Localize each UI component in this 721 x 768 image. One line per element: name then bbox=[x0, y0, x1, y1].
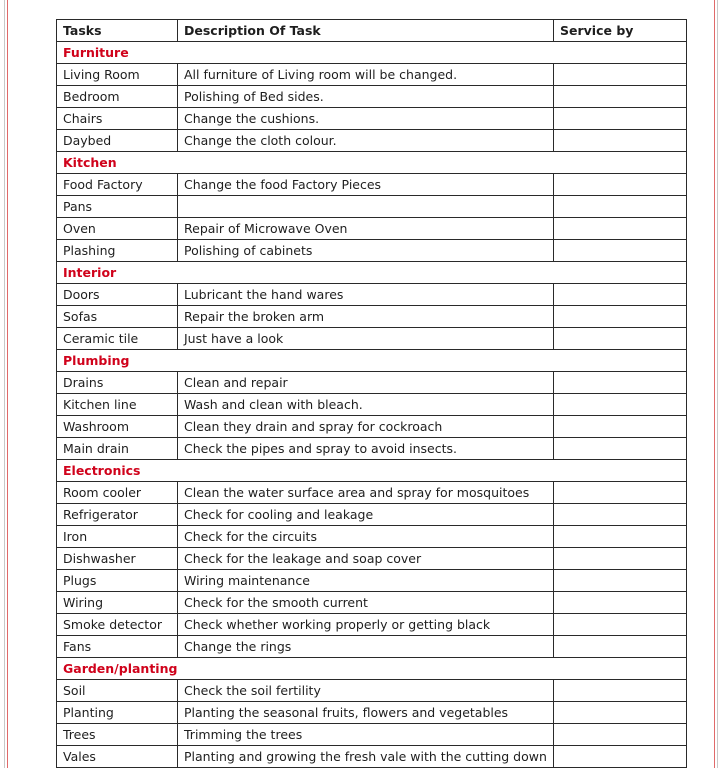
service-by-cell bbox=[554, 504, 687, 526]
category-row bbox=[57, 42, 687, 64]
description-cell: Check for cooling and leakage bbox=[178, 504, 554, 526]
service-by-cell bbox=[554, 86, 687, 108]
description-cell: Change the cushions. bbox=[178, 108, 554, 130]
description-cell: Clean the water surface area and spray for mosquitoes bbox=[178, 482, 554, 504]
category-label: Furniture bbox=[57, 42, 687, 64]
table-row bbox=[57, 702, 687, 724]
right-border-line-gray bbox=[717, 0, 718, 768]
description-cell: Just have a look bbox=[178, 328, 554, 350]
task-cell: Food Factory bbox=[57, 174, 178, 196]
document-page bbox=[56, 19, 686, 768]
table-row bbox=[57, 526, 687, 548]
task-cell: Daybed bbox=[57, 130, 178, 152]
table-row bbox=[57, 394, 687, 416]
description-cell: Clean they drain and spray for cockroach bbox=[178, 416, 554, 438]
description-cell: Planting the seasonal fruits, flowers and vegetables bbox=[178, 702, 554, 724]
service-by-cell bbox=[554, 130, 687, 152]
service-by-cell bbox=[554, 746, 687, 768]
description-cell: Repair of Microwave Oven bbox=[178, 218, 554, 240]
service-by-cell bbox=[554, 306, 687, 328]
table-row bbox=[57, 482, 687, 504]
service-by-cell bbox=[554, 174, 687, 196]
table-row bbox=[57, 218, 687, 240]
table-row bbox=[57, 64, 687, 86]
service-by-cell bbox=[554, 416, 687, 438]
task-cell: Trees bbox=[57, 724, 178, 746]
service-by-cell bbox=[554, 526, 687, 548]
table-row bbox=[57, 130, 687, 152]
description-cell: Check for the leakage and soap cover bbox=[178, 548, 554, 570]
task-cell: Pans bbox=[57, 196, 178, 218]
table-row bbox=[57, 548, 687, 570]
task-cell: Wiring bbox=[57, 592, 178, 614]
task-cell: Dishwasher bbox=[57, 548, 178, 570]
service-by-cell bbox=[554, 724, 687, 746]
task-cell: Fans bbox=[57, 636, 178, 658]
task-cell: Living Room bbox=[57, 64, 178, 86]
category-row bbox=[57, 460, 687, 482]
service-by-cell bbox=[554, 438, 687, 460]
left-border-line-red bbox=[7, 0, 8, 768]
service-by-cell bbox=[554, 614, 687, 636]
service-by-cell bbox=[554, 284, 687, 306]
table-row bbox=[57, 306, 687, 328]
table-row bbox=[57, 592, 687, 614]
description-cell: Check the pipes and spray to avoid insects. bbox=[178, 438, 554, 460]
task-cell: Chairs bbox=[57, 108, 178, 130]
service-by-cell bbox=[554, 592, 687, 614]
category-label: Interior bbox=[57, 262, 687, 284]
description-cell: Polishing of cabinets bbox=[178, 240, 554, 262]
category-row bbox=[57, 262, 687, 284]
table-row bbox=[57, 636, 687, 658]
task-cell: Smoke detector bbox=[57, 614, 178, 636]
task-cell: Doors bbox=[57, 284, 178, 306]
description-cell: Check for the smooth current bbox=[178, 592, 554, 614]
description-cell: Change the cloth colour. bbox=[178, 130, 554, 152]
task-cell: Planting bbox=[57, 702, 178, 724]
category-row bbox=[57, 658, 687, 680]
table-row bbox=[57, 372, 687, 394]
table-row bbox=[57, 614, 687, 636]
table-row bbox=[57, 680, 687, 702]
description-cell: Clean and repair bbox=[178, 372, 554, 394]
service-by-cell bbox=[554, 680, 687, 702]
description-cell bbox=[178, 196, 554, 218]
category-row bbox=[57, 350, 687, 372]
service-by-cell bbox=[554, 394, 687, 416]
task-cell: Drains bbox=[57, 372, 178, 394]
table-row bbox=[57, 724, 687, 746]
task-cell: Iron bbox=[57, 526, 178, 548]
table-row bbox=[57, 284, 687, 306]
description-cell: Planting and growing the fresh vale with the cutting down bbox=[178, 746, 554, 768]
table-row bbox=[57, 196, 687, 218]
table-row bbox=[57, 240, 687, 262]
description-cell: Wash and clean with bleach. bbox=[178, 394, 554, 416]
header-service-by: Service by bbox=[554, 20, 687, 42]
description-cell: Repair the broken arm bbox=[178, 306, 554, 328]
header-tasks: Tasks bbox=[57, 20, 178, 42]
service-by-cell bbox=[554, 328, 687, 350]
category-label: Garden/planting bbox=[57, 658, 687, 680]
task-cell: Ceramic tile bbox=[57, 328, 178, 350]
description-cell: Check the soil fertility bbox=[178, 680, 554, 702]
task-cell: Kitchen line bbox=[57, 394, 178, 416]
service-by-cell bbox=[554, 218, 687, 240]
task-cell: Main drain bbox=[57, 438, 178, 460]
table-body bbox=[57, 42, 687, 768]
table-row bbox=[57, 174, 687, 196]
description-cell: Polishing of Bed sides. bbox=[178, 86, 554, 108]
category-label: Plumbing bbox=[57, 350, 687, 372]
service-by-cell bbox=[554, 64, 687, 86]
description-cell: Lubricant the hand wares bbox=[178, 284, 554, 306]
description-cell: Wiring maintenance bbox=[178, 570, 554, 592]
header-description: Description Of Task bbox=[178, 20, 554, 42]
category-row bbox=[57, 152, 687, 174]
task-table bbox=[56, 19, 687, 768]
task-cell: Plashing bbox=[57, 240, 178, 262]
service-by-cell bbox=[554, 548, 687, 570]
task-cell: Refrigerator bbox=[57, 504, 178, 526]
service-by-cell bbox=[554, 702, 687, 724]
task-cell: Soil bbox=[57, 680, 178, 702]
table-row bbox=[57, 570, 687, 592]
service-by-cell bbox=[554, 196, 687, 218]
table-row bbox=[57, 746, 687, 768]
task-cell: Washroom bbox=[57, 416, 178, 438]
service-by-cell bbox=[554, 108, 687, 130]
table-row bbox=[57, 438, 687, 460]
task-cell: Room cooler bbox=[57, 482, 178, 504]
description-cell: All furniture of Living room will be changed. bbox=[178, 64, 554, 86]
table-row bbox=[57, 328, 687, 350]
table-row bbox=[57, 108, 687, 130]
description-cell: Change the food Factory Pieces bbox=[178, 174, 554, 196]
task-cell: Vales bbox=[57, 746, 178, 768]
task-cell: Bedroom bbox=[57, 86, 178, 108]
service-by-cell bbox=[554, 372, 687, 394]
service-by-cell bbox=[554, 636, 687, 658]
category-label: Kitchen bbox=[57, 152, 687, 174]
table-row bbox=[57, 86, 687, 108]
table-row bbox=[57, 416, 687, 438]
description-cell: Check whether working properly or getting black bbox=[178, 614, 554, 636]
service-by-cell bbox=[554, 240, 687, 262]
description-cell: Change the rings bbox=[178, 636, 554, 658]
description-cell: Check for the circuits bbox=[178, 526, 554, 548]
description-cell: Trimming the trees bbox=[178, 724, 554, 746]
task-cell: Oven bbox=[57, 218, 178, 240]
table-row bbox=[57, 504, 687, 526]
right-border-line-red bbox=[714, 0, 715, 768]
table-header-row bbox=[57, 20, 687, 42]
task-cell: Sofas bbox=[57, 306, 178, 328]
left-border-line-gray bbox=[4, 0, 5, 768]
service-by-cell bbox=[554, 482, 687, 504]
service-by-cell bbox=[554, 570, 687, 592]
category-label: Electronics bbox=[57, 460, 687, 482]
task-cell: Plugs bbox=[57, 570, 178, 592]
